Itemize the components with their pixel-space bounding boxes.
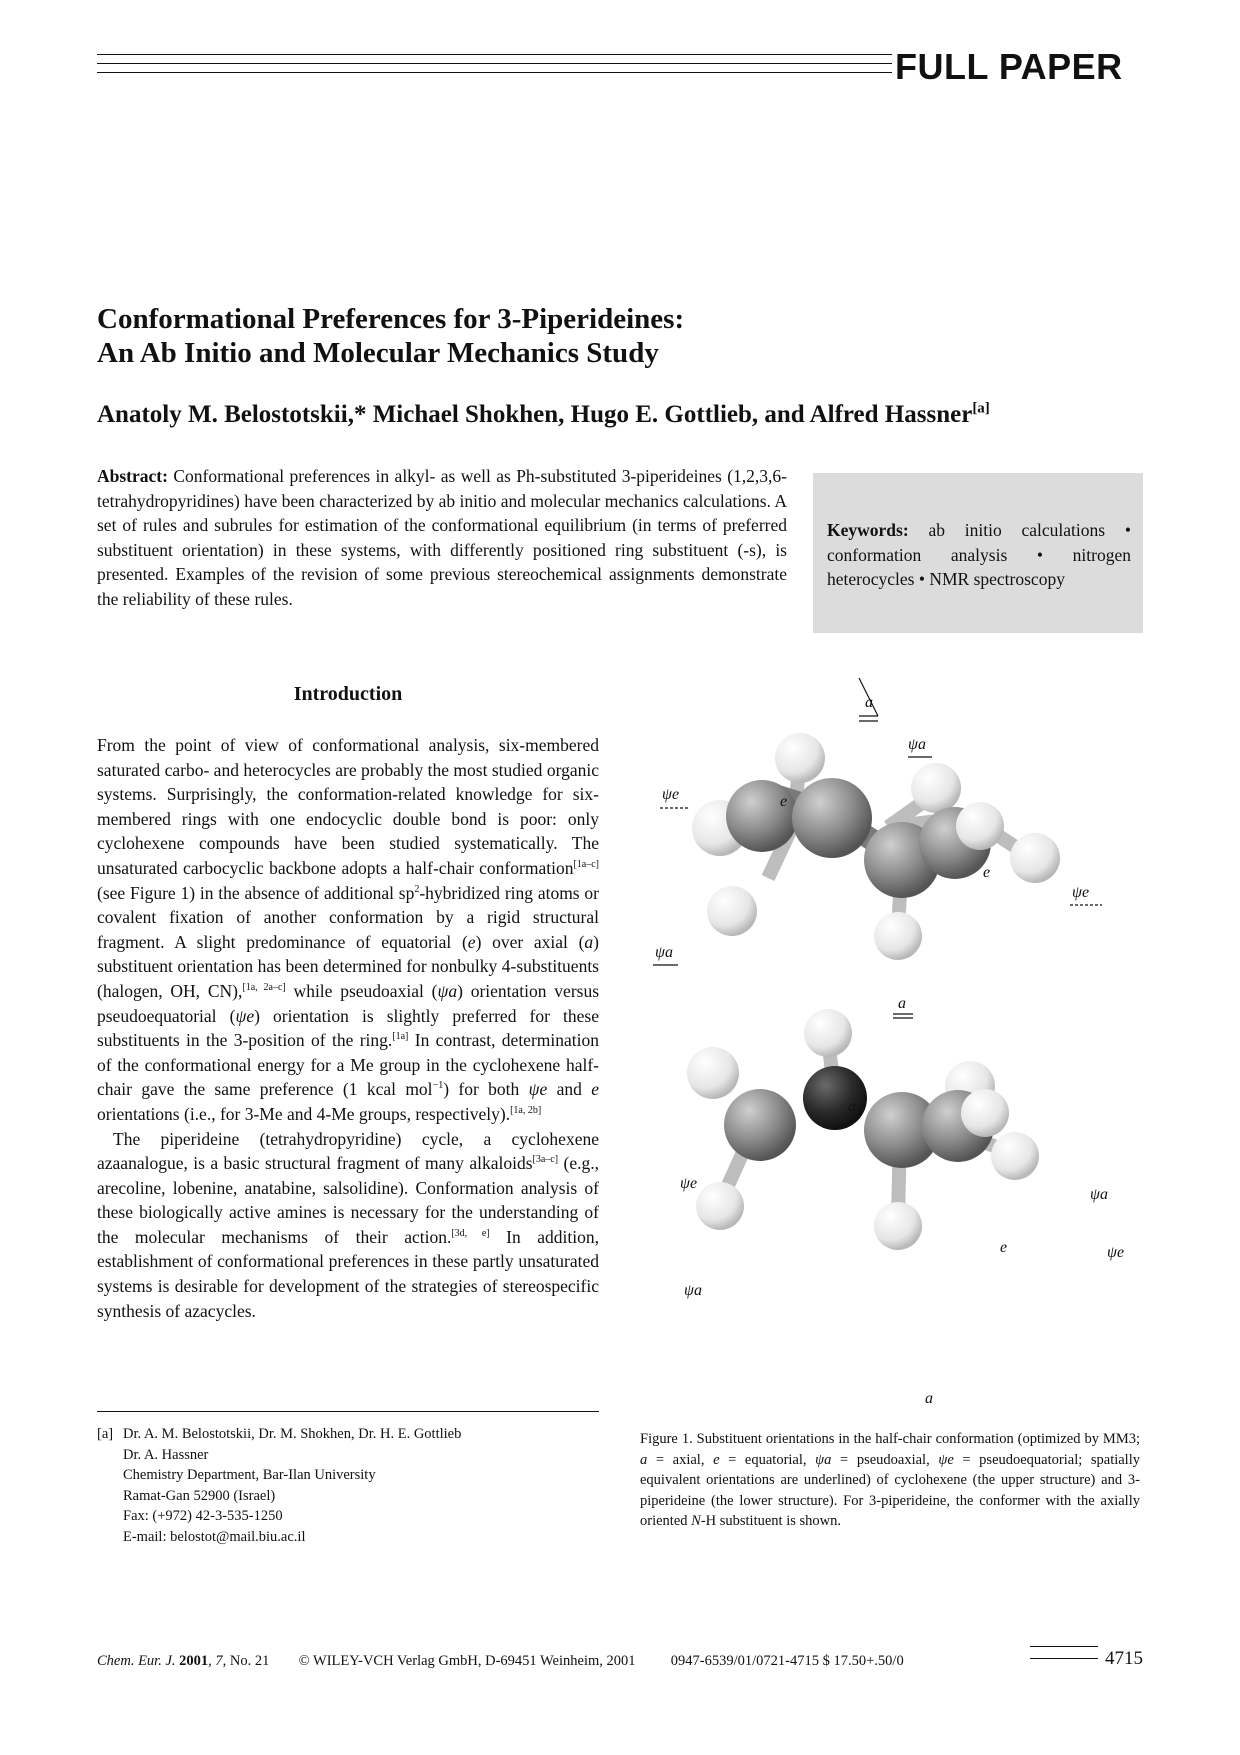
introduction-body xyxy=(97,733,599,1323)
carbon-atom xyxy=(792,778,872,858)
cyclohexene-model xyxy=(692,733,1060,960)
nitrogen-atom xyxy=(803,1066,867,1130)
piperideine-model xyxy=(687,1009,1039,1250)
header-rules xyxy=(97,54,892,82)
hydrogen-atom xyxy=(804,1009,852,1057)
citation: [3d, e] xyxy=(451,1228,490,1240)
carbon-atom xyxy=(724,1089,796,1161)
page-number-rules xyxy=(1030,1646,1098,1670)
page-number: 4715 xyxy=(1105,1648,1143,1669)
abstract-label: Abstract: xyxy=(97,466,168,486)
paragraph: The piperideine (tetrahydropyridine) cycle, a cyclohexene azaanalogue, is a basic structural fragment of many alkaloids[3a–c] (e.g., arecoline, lobenine, anatabine, salsolidine). Conformation analysis of these biologically active amines is necessary for the understanding of the molecular mechanisms of their action.[3d, e] In addition, establishment of conformational preferences in these partly unsaturated systems is desirable for development of the strategies of stereospecific synthesis of azacycles. xyxy=(97,1128,599,1321)
volume: 7 xyxy=(215,1653,223,1669)
hydrogen-atom xyxy=(1010,833,1060,883)
label-pseudoequatorial: ψe xyxy=(680,1175,698,1192)
label-equatorial: e xyxy=(1000,1239,1008,1256)
citation: [1a] xyxy=(392,1031,409,1043)
hydrogen-atom xyxy=(696,1182,744,1230)
year: 2001 xyxy=(179,1653,209,1669)
citation: [3a–c] xyxy=(532,1154,559,1166)
abstract-text: Conformational preferences in alkyl- as well as Ph-substituted 3-piperideines (1,2,3,6-tetrahydropyridines) have been characterized by ab initio and molecular mechanics calculations. A set of rules and subrules for estimation of the conformational equilibrium (in terms of preferred substituent orientation) in these systems, with differently positioned ring substituent (-s), is presented. Examples of the revision of some previous stereochemical assignments demonstrate the reliability of these rules. xyxy=(97,466,788,609)
keywords-box xyxy=(813,473,1143,633)
hydrogen-atom xyxy=(961,1089,1009,1137)
page-footer: Chem. Eur. J. 2001, 7, No. 21 © WILEY-VCH Verlag GmbH, D-69451 Weinheim, 2001 0947-6539/01/0721-4715 $ 17.50+.50/0 xyxy=(97,1653,904,1669)
title-line-2: An Ab Initio and Molecular Mechanics Study xyxy=(97,337,659,369)
paragraph: From the point of view of conformational analysis, six-membered saturated carbo- and heterocycles are probably the most studied organic systems. Surprisingly, the conformation-related knowledge for six-membered rings with one endocyclic double bond is poor: only cyclohexene compounds have been studied systematically. The unsaturated carbocyclic backbone adopts a half-chair conformation[1a–c] (see Figure 1) in the absence of additional $sp^2$-hybridized ring atoms or covalent fixation of another conformation by a rigid structural fragment. A slight predominance of equatorial (e) over axial (a) substituent orientation has been determined for nonbulky 4-substituents (halogen, OH, CN),[1a, 2a–c] while pseudoaxial (ψa) orientation versus pseudoequatorial (ψe) orientation is slightly preferred for these substituents in the 3-position of the ring.[1a] In contrast, determination of the conformational energy for a Me group in the cyclohexene half-chair gave the same preference (1 kcal mol$^{-1}$) for both ψe and e orientations (i.e., for 3-Me and 4-Me groups, respectively).[1a, 2b] xyxy=(97,735,600,1124)
keywords-text: Keywords: ab initio calculations • conformation analysis • nitrogen heterocycles • NMR spectroscopy xyxy=(827,520,1131,589)
label-axial: a xyxy=(865,694,873,711)
author-list xyxy=(97,401,1147,429)
title-line-1: Conformational Preferences for 3-Piperideines: xyxy=(97,303,685,335)
carbon-atom xyxy=(726,780,798,852)
citation: [1a–c] xyxy=(573,859,599,871)
label-axial: a xyxy=(925,1390,933,1407)
label-axial: a xyxy=(848,1098,856,1115)
label-axial: a xyxy=(898,995,906,1012)
citation: [1a, 2b] xyxy=(510,1105,542,1117)
keyword: NMR spectroscopy xyxy=(929,569,1065,589)
article-code: 0947-6539/01/0721-4715 $ 17.50+.50/0 xyxy=(670,1653,904,1669)
article-title xyxy=(97,302,897,370)
label-pseudoaxial: ψa xyxy=(655,944,673,961)
footnote-line: Ramat-Gan 52900 (Israel) xyxy=(123,1487,276,1504)
label-pseudoequatorial: ψe xyxy=(1072,884,1090,901)
hydrogen-atom xyxy=(707,886,757,936)
keyword: conformation analysis xyxy=(827,544,1008,565)
authors: Anatoly M. Belostotskii,* Michael Shokhen, Hugo E. Gottlieb, and Alfred Hassner xyxy=(97,401,973,428)
footnote-line: Dr. A. Hassner xyxy=(123,1446,209,1463)
hydrogen-atom xyxy=(874,1202,922,1250)
footnote-tag: [a] xyxy=(97,1426,114,1442)
hydrogen-atom xyxy=(991,1132,1039,1180)
label-pseudoaxial: ψa xyxy=(684,1282,702,1299)
introduction-heading: Introduction xyxy=(293,683,403,705)
keyword: nitrogen heterocycles xyxy=(827,544,1131,589)
figure-1 xyxy=(640,678,1140,1418)
hydrogen-atom xyxy=(687,1047,739,1099)
issue: No. 21 xyxy=(229,1653,270,1669)
abstract xyxy=(97,464,787,612)
section-label: FULL PAPER xyxy=(895,46,1123,87)
hydrogen-atom xyxy=(956,802,1004,850)
footnote-line: Fax: (+972) 42-3-535-1250 xyxy=(123,1508,283,1524)
label-pseudoaxial: ψa xyxy=(1090,1186,1108,1203)
label-equatorial: e xyxy=(780,793,788,810)
affiliation-footnote xyxy=(97,1424,599,1547)
hydrogen-atom xyxy=(911,763,961,813)
hydrogen-atom xyxy=(874,912,922,960)
label-pseudoequatorial: ψe xyxy=(662,786,680,803)
footnote-line: E-mail: belostot@mail.biu.ac.il xyxy=(123,1528,306,1545)
affiliation-mark: [a] xyxy=(972,400,990,417)
footnote-line: Chemistry Department, Bar-Ilan University xyxy=(123,1467,376,1483)
keywords-label: Keywords: xyxy=(827,520,909,540)
keyword: ab initio calculations xyxy=(928,520,1106,540)
footnote-line: Dr. A. M. Belostotskii, Dr. M. Shokhen, Dr. H. E. Gottlieb xyxy=(123,1426,462,1442)
label-equatorial: e xyxy=(983,864,991,881)
footnote-rule xyxy=(97,1411,599,1412)
hydrogen-atom xyxy=(775,733,825,783)
citation: [1a, 2a–c] xyxy=(242,982,286,994)
publisher-line: © WILEY-VCH Verlag GmbH, D-69451 Weinheim, 2001 xyxy=(298,1653,636,1669)
molecule-models xyxy=(640,678,1140,1418)
journal-name: Chem. Eur. J. xyxy=(97,1653,176,1669)
label-pseudoaxial: ψa xyxy=(908,736,926,753)
figure-caption: Figure 1. Substituent orientations in the half-chair conformation (optimized by MM3; a = axial, e = equatorial, ψa = pseudoaxial, ψe = pseudoequatorial; spatially equivalent orientations are underlined) of cyclohexene (the upper structure) and 3-piperideine (the lower structure). For 3-piperideine, the conformer with the axially oriented N-H substituent is shown. xyxy=(640,1431,1140,1529)
label-pseudoequatorial: ψe xyxy=(1107,1244,1125,1261)
